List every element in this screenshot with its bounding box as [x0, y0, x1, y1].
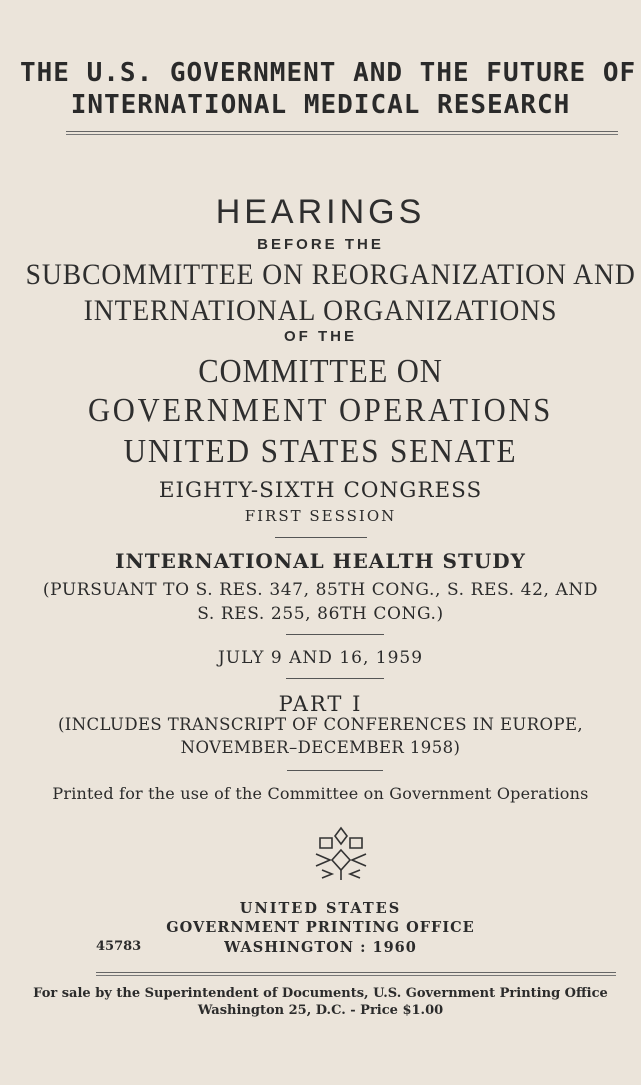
of-the-label: OF THE	[284, 328, 357, 345]
title-divider	[66, 131, 618, 135]
document-title-line-1: THE U.S. GOVERNMENT AND THE FUTURE OF	[20, 58, 637, 88]
document-number: 45783	[96, 939, 142, 954]
committee-line-1: COMMITTEE ON	[198, 353, 443, 390]
before-the-label: BEFORE THE	[257, 236, 384, 253]
includes-line-1: (INCLUDES TRANSCRIPT OF CONFERENCES IN EUROPE,	[57, 715, 584, 734]
congress-label: EIGHTY-SIXTH CONGRESS	[158, 478, 483, 502]
printed-for-note: Printed for the use of the Committee on Government Operations	[52, 784, 589, 803]
session-label: FIRST SESSION	[244, 507, 397, 525]
sale-note-line-2: Washington 25, D.C. - Price $1.00	[197, 1003, 444, 1018]
session-divider	[275, 537, 367, 538]
pursuant-line-1: (PURSUANT TO S. RES. 347, 85TH CONG., S. RES. 42, AND	[42, 580, 599, 600]
senate-label: UNITED STATES SENATE	[123, 433, 518, 470]
publisher-line-1: UNITED STATES	[239, 900, 402, 917]
gpo-emblem-icon	[310, 824, 372, 882]
publisher-line-3: WASHINGTON : 1960	[224, 939, 417, 956]
dates-divider	[286, 678, 384, 679]
part-divider	[287, 770, 383, 771]
includes-line-2: NOVEMBER–DECEMBER 1958)	[180, 738, 461, 757]
pursuant-line-2: S. RES. 255, 86TH CONG.)	[197, 604, 444, 624]
hearings-heading: HEARINGS	[215, 193, 426, 231]
committee-line-2: GOVERNMENT OPERATIONS	[87, 392, 553, 429]
study-divider	[286, 634, 384, 635]
subcommittee-line-1: SUBCOMMITTEE ON REORGANIZATION AND	[25, 258, 636, 291]
publisher-line-2: GOVERNMENT PRINTING OFFICE	[166, 919, 475, 936]
sale-note-line-1: For sale by the Superintendent of Documents, U.S. Government Printing Office	[33, 986, 608, 1001]
document-title-line-2: INTERNATIONAL MEDICAL RESEARCH	[70, 90, 571, 120]
subcommittee-line-2: INTERNATIONAL ORGANIZATIONS	[83, 294, 558, 327]
part-label: PART I	[278, 692, 363, 716]
hearing-dates: JULY 9 AND 16, 1959	[217, 648, 424, 668]
footer-divider	[96, 972, 616, 976]
study-title: INTERNATIONAL HEALTH STUDY	[115, 549, 526, 573]
